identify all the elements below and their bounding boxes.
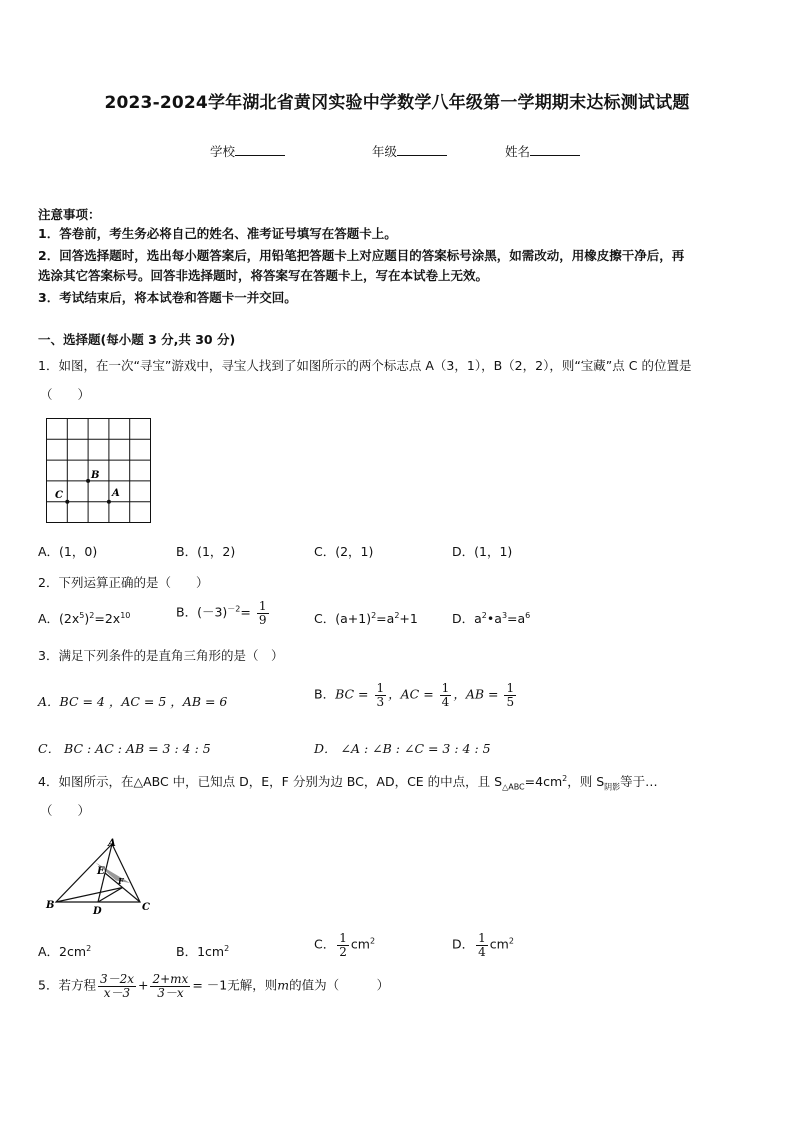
- label-a: A: [112, 488, 120, 499]
- q2d-m1: •a: [486, 611, 502, 626]
- grade-label: 年级: [372, 144, 398, 159]
- q2a-prefix: A．(2x: [38, 611, 80, 626]
- q5-f2-den: 3－x: [157, 985, 184, 1000]
- q4d-den: 4: [478, 944, 486, 959]
- q2a-mid: ): [84, 611, 90, 626]
- q4c-fraction: [337, 932, 349, 958]
- q2-stem: 2．下列运算正确的是（ ）: [38, 575, 209, 590]
- q1-option-d[interactable]: D．(1，1): [452, 544, 513, 559]
- note-item-1: 1．答卷前，考生务必将自己的姓名、准考证号填写在答题卡上。: [38, 226, 397, 241]
- q4c-den: 2: [339, 944, 347, 959]
- q2c-exp: 2: [371, 610, 377, 620]
- q5-rest: = －1无解，则: [192, 977, 278, 993]
- grade-field[interactable]: [372, 142, 447, 160]
- q4d-sup: 2: [508, 936, 514, 946]
- q4-option-d[interactable]: [452, 932, 514, 958]
- note-item-2: 2．回答选择题时，选出每小题答案后，用铅笔把答题卡上对应题目的答案标号涂黑，如需改动，用橡皮擦干净后，再: [38, 248, 685, 263]
- q3b-n2: 1: [441, 681, 450, 695]
- q4-stem: [38, 772, 658, 793]
- q1-stem: 1．如图，在一次“寻宝”游戏中，寻宝人找到了如图所示的两个标志点 A（3，1），B（2，2），则“宝藏”点 C 的位置是: [38, 358, 692, 373]
- q2b-exp: －2: [227, 604, 241, 614]
- label-c: C: [55, 490, 63, 501]
- q2-option-a[interactable]: [38, 609, 130, 627]
- q4a-sup: 2: [86, 943, 92, 953]
- q1-paren: （ ）: [40, 387, 91, 402]
- q1-option-a[interactable]: A．(1，0): [38, 544, 98, 559]
- q4-option-b[interactable]: [176, 942, 229, 960]
- q5-prefix: 5．若方程: [38, 977, 96, 993]
- q4-sub-shadow: 阴影: [604, 782, 621, 792]
- q4-sub-abc: △ABC: [502, 782, 525, 792]
- q2a-rest: =2x: [94, 611, 121, 626]
- q2c-tail: +1: [399, 611, 418, 626]
- q2-option-b[interactable]: [176, 600, 271, 626]
- label-b: B: [46, 900, 55, 911]
- school-label: 学校: [210, 144, 236, 159]
- q4d-unit: cm: [489, 936, 509, 952]
- point-c: [65, 500, 69, 504]
- q5-f1-num: 3－2x: [99, 972, 134, 986]
- q2d-e3: 6: [525, 610, 531, 620]
- q3b-ab: ，AB =: [453, 686, 499, 702]
- q4-stem-part2: =4cm: [524, 774, 563, 789]
- name-field[interactable]: [505, 142, 580, 160]
- q2c-prefix: C．(a+1): [314, 611, 372, 626]
- label-f: F: [118, 876, 124, 886]
- q2b-prefix: B．(－3): [176, 604, 228, 620]
- q2c-rest: =a: [376, 611, 395, 626]
- q2b-fraction: [257, 600, 269, 626]
- section-heading: 一、选择题(每小题 3 分,共 30 分): [38, 332, 236, 347]
- q2a-exp1: 5: [79, 610, 85, 620]
- q4d-num: 1: [478, 931, 486, 945]
- label-e: E: [97, 866, 105, 877]
- q1-grid-figure: [46, 418, 152, 524]
- q5-frac1: [98, 973, 136, 999]
- notes-heading: 注意事项：: [38, 207, 101, 222]
- q2b-den: 9: [258, 612, 267, 627]
- label-b: B: [91, 470, 100, 481]
- q3b-frac2: [440, 682, 452, 708]
- q4-stem-part3: ，则 S: [567, 774, 605, 789]
- q3b-n3: 1: [506, 681, 515, 695]
- q4b-text: B．1cm: [176, 944, 225, 959]
- q3-option-a[interactable]: A．BC = 4 ，AC = 5 ，AB = 6: [38, 694, 228, 709]
- q4-paren: （ ）: [40, 803, 91, 818]
- q4-stem-part1: 4．如图所示，在△ABC 中，已知点 D，E，F 分别为边 BC，AD，CE 的中点，且 S: [38, 774, 503, 789]
- q4c-sup: 2: [369, 936, 376, 946]
- q4-triangle-figure: [42, 838, 154, 918]
- q2a-exp2: 2: [89, 610, 95, 620]
- name-blank[interactable]: [530, 143, 580, 156]
- q3-stem: 3．满足下列条件的是直角三角形的是（ ）: [38, 648, 284, 663]
- q3b-d2: 4: [441, 694, 450, 709]
- q2d-prefix: D．a: [452, 611, 482, 626]
- q4-stem-part4: 等于…: [620, 774, 658, 789]
- q4-sup: 2: [562, 773, 568, 783]
- q3b-n1: 1: [376, 681, 385, 695]
- q3-option-d[interactable]: D． ∠A : ∠B : ∠C = 3 : 4 : 5: [314, 741, 491, 756]
- q2d-m2: =a: [507, 611, 526, 626]
- q1-option-b[interactable]: B．(1，2): [176, 544, 236, 559]
- q5-plus: +: [138, 977, 149, 993]
- q5-frac2: [150, 973, 190, 999]
- q5-f2-num: 2+mx: [152, 972, 189, 986]
- note-item-2-cont: 选涂其它答案标号。回答非选择题时，将答案写在答题卡上，写在本试卷上无效。: [38, 268, 489, 283]
- q5-tail: 的值为（ ）: [289, 977, 390, 993]
- q3b-d1: 3: [376, 694, 385, 709]
- q2d-e2: 3: [501, 610, 508, 620]
- q4b-sup: 2: [224, 943, 230, 953]
- q5-f1-den: x－3: [103, 985, 131, 1000]
- school-blank[interactable]: [235, 143, 285, 156]
- q2b-eq: =: [240, 604, 251, 620]
- q3b-frac1: [375, 682, 387, 708]
- name-label: 姓名: [505, 144, 531, 159]
- q3b-prefix: B．: [314, 686, 336, 702]
- q3b-ac: ，AC =: [388, 686, 434, 702]
- q4-option-a[interactable]: [38, 942, 91, 960]
- q4c-prefix: C．: [314, 936, 336, 952]
- q5-var: m: [277, 977, 290, 993]
- q4d-prefix: D．: [452, 936, 475, 952]
- label-d: D: [93, 906, 102, 917]
- note-item-3: 3．考试结束后，将本试卷和答题卡一并交回。: [38, 290, 297, 305]
- q2c-exp2: 2: [394, 610, 400, 620]
- q4c-num: 1: [339, 931, 347, 945]
- q4a-text: A．2cm: [38, 944, 87, 959]
- q4c-unit: cm: [350, 936, 370, 952]
- q2-option-c[interactable]: [314, 609, 418, 627]
- label-c: C: [142, 902, 150, 913]
- label-a: A: [108, 838, 116, 849]
- q2a-exp3: 10: [120, 610, 131, 620]
- school-field[interactable]: [210, 142, 285, 160]
- grade-blank[interactable]: [397, 143, 447, 156]
- q2-option-d[interactable]: [452, 609, 530, 627]
- q4d-fraction: [476, 932, 488, 958]
- q3b-bc: BC =: [335, 686, 369, 702]
- q3-option-c[interactable]: C． BC : AC : AB = 3 : 4 : 5: [38, 741, 211, 756]
- q2b-num: 1: [258, 599, 267, 613]
- q3b-d3: 5: [506, 694, 515, 709]
- point-a: [107, 500, 111, 504]
- q1-option-c[interactable]: C．(2，1): [314, 544, 374, 559]
- q4-option-c[interactable]: [314, 932, 375, 958]
- point-b: [86, 479, 90, 483]
- q3b-frac3: [504, 682, 516, 708]
- page-title: 2023-2024学年湖北省黄冈实验中学数学八年级第一学期期末达标测试试题: [104, 93, 690, 113]
- q2d-e1: 2: [481, 610, 487, 620]
- q5-stem: [38, 973, 389, 999]
- q3-option-b[interactable]: [314, 682, 518, 708]
